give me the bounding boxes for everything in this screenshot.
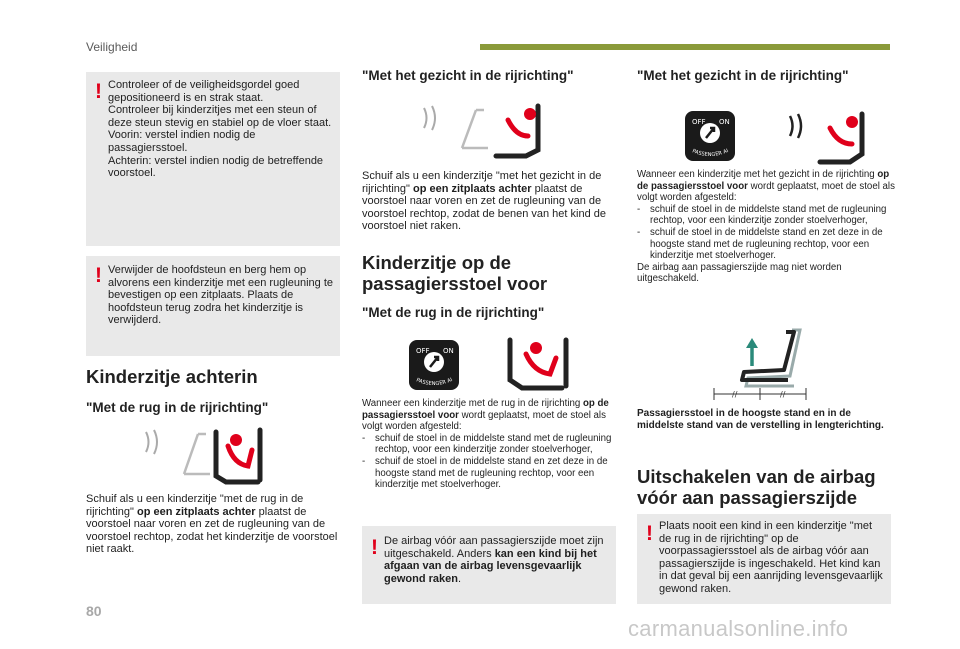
subheading-rear-facing: "Met de rug in de rijrichting" xyxy=(86,400,269,415)
seat-backward-icon xyxy=(140,424,300,486)
airbag-label-text: PASSENGER AIRBAG xyxy=(405,335,454,388)
warning-icon: ! xyxy=(95,264,102,287)
warning-box-never-place xyxy=(637,514,891,604)
warning-icon: ! xyxy=(371,536,378,559)
seat-forward-icon xyxy=(418,100,578,158)
svg-text:OFF: OFF xyxy=(692,118,706,126)
paragraph-forward-facing-rear: Schuif als u een kinderzitje "met het gezicht in de rijrichting" op een zitplaats achter plaatst de voorstoel naar voren en zet de rugleuning van de voorstoel rechtop, zodat de benen van het kind de voorstoel niet raken. xyxy=(362,170,607,233)
heading-airbag-disable: Uitschakelen van de airbag vóór aan passagierszijde xyxy=(637,466,876,508)
warning-box-headrest xyxy=(86,256,340,356)
warning-icon: ! xyxy=(95,80,102,103)
airbag-label-text: PASSENGER AIRBAG xyxy=(681,106,730,159)
airbag-label-icon xyxy=(405,335,460,391)
warning-line: Controleer bij kinderzitjes met een steun of deze steun stevig en stabiel op de vloer staat. xyxy=(108,104,332,129)
warning-line: Voorin: verstel indien nodig de passagiersstoel. xyxy=(108,129,256,154)
heading-passenger-front: Kinderzitje op de passagiersstoel voor xyxy=(362,252,548,294)
airbag-label-icon xyxy=(681,106,736,162)
svg-text:ON: ON xyxy=(443,347,454,355)
warning-text-seatbelt xyxy=(108,79,336,180)
section-label: Veiligheid xyxy=(86,40,138,54)
subheading-rear-facing-front: "Met de rug in de rijrichting" xyxy=(362,305,545,320)
warning-text-airbag-off: De airbag vóór aan passagierszijde moet zijn uitgeschakeld. Anders kan een kind bij het afgaan van de airbag levensgevaarlijk gewond raken. xyxy=(384,535,604,585)
seat-backward-icon xyxy=(500,336,590,392)
warning-box-airbag-off xyxy=(362,526,616,604)
list-item: - schuif de stoel in de middelste stand en zet deze in de hoogste stand met de rugleuning rechtop, voor een kinderzitje met stoelverhoger. xyxy=(362,455,608,491)
paragraph-rear-facing-front: Wanneer een kinderzitje met de rug in de rijrichting op de passagiersstoel voor wordt geplaatst, moet de stoel als volgt worden afgesteld: - schuif de stoel in de middelste stand met de rugleuning rechtop, voor een kinderzitje zonder stoelverhoger, - schuif de stoel in de middelste stand en zet deze in de hoogste stand met de rugleuning rechtop, voor een kinderzitje met stoelverhoger. xyxy=(362,398,618,491)
list-item: - schuif de stoel in de middelste stand met de rugleuning rechtop, voor een kinderzitje zonder stoelverhoger, xyxy=(362,432,612,456)
paragraph-forward-facing-front: Wanneer een kinderzitje met het gezicht in de rijrichting op de passagiersstoel voor wordt geplaatst, moet de stoel als volgt worden afgesteld: - schuif de stoel in de middelste stand met de rugleuning rechtop, voor een kinderzitje zonder stoelverhoger, - schuif de stoel in de middelste stand en zet deze in de hoogste stand met de rugleuning rechtop, voor een kinderzitje met stoelverhoger. De airbag aan passagierszijde mag niet worden uitgeschakeld. xyxy=(637,169,895,285)
heading-kinderzitje-achterin: Kinderzitje achterin xyxy=(86,366,258,387)
figure-caption: Passagiersstoel in de hoogste stand en in de middelste stand van de verstelling in lengterichting. xyxy=(637,408,884,431)
warning-box-seatbelt xyxy=(86,72,340,246)
svg-text://: // xyxy=(780,390,786,399)
list-item: - schuif de stoel in de middelste stand met de rugleuning rechtop, voor een kinderzitje zonder stoelverhoger, xyxy=(637,203,887,227)
warning-line: Achterin: verstel indien nodig de betreffende voorstoel. xyxy=(108,154,324,180)
watermark: carmanualsonline.info xyxy=(628,616,849,641)
warning-text-headrest: Verwijder de hoofdsteun en berg hem op alvorens een kinderzitje met een rugleuning te bevestigen op een zitplaats. Plaats de hoofdsteun terug zodra het kinderzitje is verwijderd. xyxy=(108,264,334,327)
warning-icon: ! xyxy=(646,522,653,545)
warning-line: Controleer of de veiligheidsgordel goed gepositioneerd is en strak staat. xyxy=(108,79,300,104)
svg-text:OFF: OFF xyxy=(416,347,430,355)
seat-height-adjust-icon xyxy=(708,326,812,400)
section-accent-bar xyxy=(480,44,890,50)
warning-text-never-place: Plaats nooit een kind in een kinderzitje "met de rug in de rijrichting" op de voorpassagiersstoel als de airbag vóór aan passagierszijde is ingeschakeld. Het kind kan in dat geval bij een aanrijding levensgevaarlijk gewond raken. xyxy=(659,520,883,595)
seat-forward-icon xyxy=(786,108,882,164)
subheading-forward-facing-rear: "Met het gezicht in de rijrichting" xyxy=(362,68,574,83)
list-item: - schuif de stoel in de middelste stand en zet deze in de hoogste stand met de rugleuning rechtop, voor een kinderzitje met stoelverhoger. xyxy=(637,226,883,262)
subheading-forward-facing-front: "Met het gezicht in de rijrichting" xyxy=(637,68,849,83)
paragraph-rear-facing: Schuif als u een kinderzitje "met de rug in de rijrichting" op een zitplaats achter plaatst de voorstoel naar voren en zet de rugleuning van de voorstoel rechtop, zodat het kinderzitje de voorstoel niet raakt. xyxy=(86,493,338,556)
svg-text:ON: ON xyxy=(719,118,730,126)
page-number: 80 xyxy=(86,603,102,619)
svg-text://: // xyxy=(732,390,738,399)
